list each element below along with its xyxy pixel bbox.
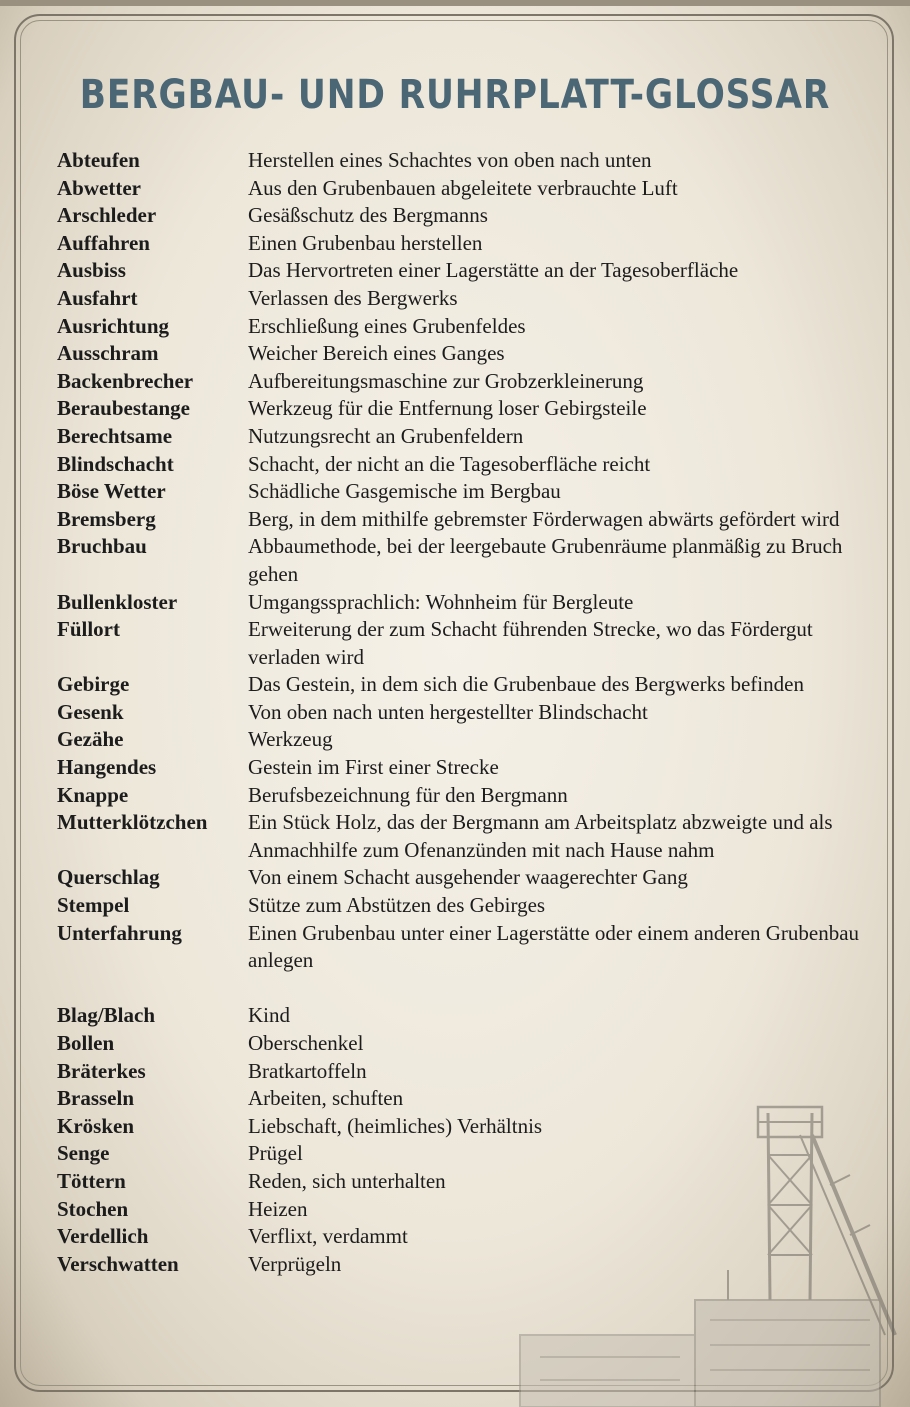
glossary-term: Stempel bbox=[57, 893, 130, 918]
glossary-term: Stochen bbox=[57, 1196, 129, 1221]
glossary-entry bbox=[57, 809, 877, 864]
glossary-term: Gezähe bbox=[57, 727, 124, 752]
glossary-entry bbox=[57, 368, 877, 396]
glossary-term: Ausfahrt bbox=[57, 285, 138, 310]
glossary-term: Abteufen bbox=[57, 148, 140, 172]
glossary-term: Krösken bbox=[57, 1113, 135, 1138]
mine-headframe-illustration bbox=[500, 1095, 910, 1407]
glossary-term: Ausschram bbox=[57, 341, 159, 366]
glossary-definition: Umgangssprachlich: Wohnheim für Bergleute bbox=[248, 589, 634, 614]
glossary-definition: Abbaumethode, bei der leergebaute Grubenräume planmäßig zu Bruch gehen bbox=[248, 534, 843, 586]
glossary-entry bbox=[57, 1058, 877, 1086]
glossary-term: Beraubestange bbox=[57, 396, 190, 421]
glossary-definition: Liebschaft, (heimliches) Verhältnis bbox=[248, 1113, 543, 1138]
glossary-definition: Einen Grubenbau unter einer Lagerstätte oder einem anderen Grubenbau anlegen bbox=[248, 920, 860, 973]
glossary-entry bbox=[57, 726, 877, 754]
section-gap bbox=[57, 975, 877, 1003]
glossary-entry bbox=[57, 892, 877, 920]
glossary-definition: Stütze zum Abstützen des Gebirges bbox=[248, 893, 546, 918]
glossary-entry bbox=[57, 423, 877, 451]
glossary-entry bbox=[57, 616, 877, 671]
glossary-term: Mutterklötzchen bbox=[57, 810, 208, 835]
glossary-definition: Kind bbox=[248, 1003, 290, 1028]
glossary-term: Berechtsame bbox=[57, 423, 173, 448]
glossary-definition: Oberschenkel bbox=[248, 1031, 364, 1055]
glossary-term: Bremsberg bbox=[57, 506, 156, 531]
glossary-term: Gebirge bbox=[57, 672, 130, 697]
glossary-entry bbox=[57, 202, 877, 230]
glossary-term: Backenbrecher bbox=[57, 368, 194, 393]
glossary-definition: Das Gestein, in dem sich die Grubenbaue des Bergwerks befinden bbox=[248, 672, 804, 697]
page-title: BERGBAU- UND RUHRPLATT-GLOSSAR bbox=[79, 72, 831, 118]
glossary-entry bbox=[57, 782, 877, 810]
glossary-definition: Heizen bbox=[248, 1196, 308, 1221]
glossary-definition: Das Hervortreten einer Lagerstätte an der Tagesoberfläche bbox=[248, 258, 739, 283]
glossary-entry bbox=[57, 506, 877, 534]
glossary-definition: Erschließung eines Grubenfeldes bbox=[248, 313, 526, 338]
glossary-definition: Werkzeug für die Entfernung loser Gebirgsteile bbox=[248, 396, 647, 421]
glossary-definition: Verflixt, verdammt bbox=[248, 1224, 408, 1249]
glossary-definition: Reden, sich unterhalten bbox=[248, 1168, 446, 1193]
glossary-term: Blindschacht bbox=[57, 451, 174, 476]
glossary-term: Töttern bbox=[57, 1168, 126, 1193]
glossary-definition: Erweiterung der zum Schacht führenden Strecke, wo das Fördergut verladen wird bbox=[248, 617, 813, 669]
glossary-definition: Ein Stück Holz, das der Bergmann am Arbeitsplatz abzweigte und als Anmachhilfe zum Ofenanzünden mit nach Hause nahm bbox=[248, 810, 833, 862]
glossary-definition: Herstellen eines Schachtes von oben nach unten bbox=[248, 148, 652, 172]
glossary-entry bbox=[57, 478, 877, 506]
glossary-entry bbox=[57, 147, 877, 175]
glossary-entry bbox=[57, 285, 877, 313]
glossary-term: Gesenk bbox=[57, 699, 124, 724]
glossary-entry bbox=[57, 395, 877, 423]
glossary-term: Auffahren bbox=[57, 230, 150, 255]
glossary-term: Bullenkloster bbox=[57, 589, 178, 614]
glossary-entry bbox=[57, 699, 877, 727]
glossary-term: Böse Wetter bbox=[57, 479, 166, 504]
glossary-term: Brasseln bbox=[57, 1086, 135, 1111]
glossary-term: Füllort bbox=[57, 617, 120, 642]
glossary-term: Bräterkes bbox=[57, 1058, 146, 1083]
glossary-definition: Verprügeln bbox=[248, 1251, 342, 1276]
glossary-term: Abwetter bbox=[57, 175, 141, 200]
glossary-entry bbox=[57, 671, 877, 699]
glossary-entry bbox=[57, 230, 877, 258]
glossary-entry bbox=[57, 533, 877, 588]
bergbau-section bbox=[57, 147, 877, 975]
glossary-definition: Nutzungsrecht an Grubenfeldern bbox=[248, 423, 524, 448]
glossary-term: Bollen bbox=[57, 1031, 115, 1055]
glossary-entry bbox=[57, 257, 877, 285]
glossary-definition: Verlassen des Bergwerks bbox=[248, 285, 458, 310]
glossary-term: Querschlag bbox=[57, 865, 160, 890]
glossary-term: Arschleder bbox=[57, 203, 157, 228]
glossary-entry bbox=[57, 589, 877, 617]
glossary-entry bbox=[57, 1002, 877, 1030]
glossary-definition: Aufbereitungsmaschine zur Grobzerkleinerung bbox=[248, 368, 644, 393]
glossary-term: Blag/Blach bbox=[57, 1003, 156, 1028]
glossary-definition: Berufsbezeichnung für den Bergmann bbox=[248, 782, 568, 807]
top-edge bbox=[0, 0, 910, 6]
glossary-entry bbox=[57, 340, 877, 368]
glossary-term: Bruchbau bbox=[57, 534, 147, 559]
glossary-term: Hangendes bbox=[57, 755, 157, 780]
glossary-entry bbox=[57, 1030, 877, 1058]
glossary-definition: Aus den Grubenbauen abgeleitete verbrauchte Luft bbox=[248, 175, 678, 200]
glossary-term: Verschwatten bbox=[57, 1251, 179, 1276]
glossary-definition: Werkzeug bbox=[248, 727, 333, 752]
glossary-definition: Schädliche Gasgemische im Bergbau bbox=[248, 479, 561, 504]
glossary-definition: Gestein im First einer Strecke bbox=[248, 755, 499, 780]
glossary-definition: Von einem Schacht ausgehender waagerechter Gang bbox=[248, 865, 688, 890]
glossary-entry bbox=[57, 864, 877, 892]
glossary-definition: Weicher Bereich eines Ganges bbox=[248, 341, 505, 366]
glossary-term: Verdellich bbox=[57, 1224, 149, 1249]
glossary-definition: Prügel bbox=[248, 1141, 303, 1166]
glossary-definition: Berg, in dem mithilfe gebremster Förderwagen abwärts gefördert wird bbox=[248, 506, 840, 531]
glossary-term: Knappe bbox=[57, 782, 129, 807]
glossary-term: Senge bbox=[57, 1141, 110, 1166]
glossary-definition: Schacht, der nicht an die Tagesoberfläche reicht bbox=[248, 451, 651, 476]
glossary-definition: Arbeiten, schuften bbox=[248, 1086, 404, 1111]
glossary-entry bbox=[57, 451, 877, 479]
glossary-definition: Von oben nach unten hergestellter Blindschacht bbox=[248, 699, 648, 724]
glossary-term: Ausrichtung bbox=[57, 313, 170, 338]
glossary-entry bbox=[57, 175, 877, 203]
glossary-entry bbox=[57, 754, 877, 782]
glossary-definition: Gesäßschutz des Bergmanns bbox=[248, 203, 488, 228]
glossary-definition: Bratkartoffeln bbox=[248, 1058, 367, 1083]
glossary-term: Ausbiss bbox=[57, 258, 126, 283]
glossary-entry bbox=[57, 313, 877, 341]
glossary-term: Unterfahrung bbox=[57, 920, 182, 945]
glossary-definition: Einen Grubenbau herstellen bbox=[248, 230, 483, 255]
glossary-entry bbox=[57, 920, 877, 975]
